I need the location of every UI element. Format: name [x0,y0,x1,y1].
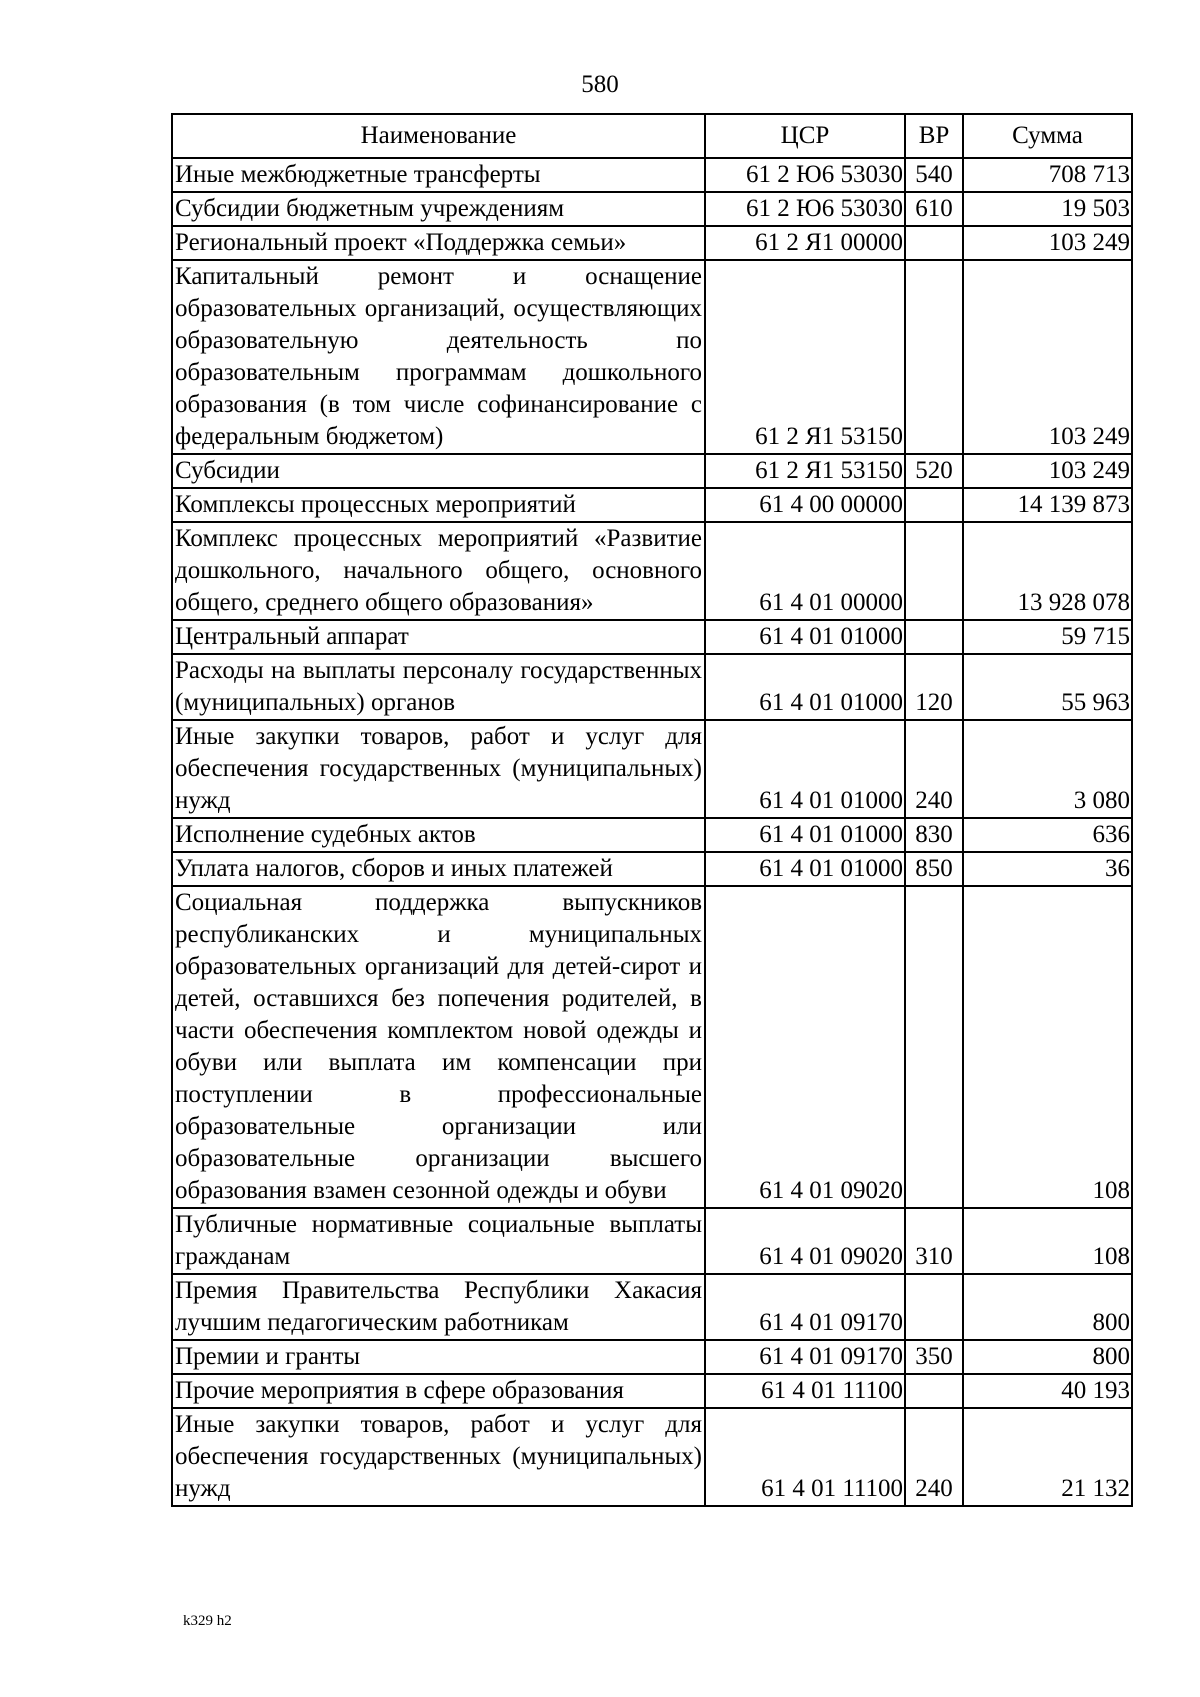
cell-sum: 14 139 873 [963,488,1132,522]
table-header-row [172,114,1132,158]
cell-sum: 800 [963,1274,1132,1340]
cell-name: Комплексы процессных мероприятий [172,488,705,522]
table-row [172,454,1132,488]
cell-csr: 61 4 01 01000 [705,818,905,852]
cell-vr: 610 [905,192,963,226]
cell-csr: 61 4 01 09170 [705,1274,905,1340]
cell-csr: 61 4 01 09170 [705,1340,905,1374]
cell-vr: 850 [905,852,963,886]
cell-name: Иные закупки товаров, работ и услуг для обеспечения государственных (муниципальных) нужд [172,720,705,818]
cell-name: Уплата налогов, сборов и иных платежей [172,852,705,886]
cell-vr: 350 [905,1340,963,1374]
cell-vr [905,226,963,260]
cell-sum: 19 503 [963,192,1132,226]
cell-sum: 21 132 [963,1408,1132,1506]
cell-csr: 61 4 01 11100 [705,1408,905,1506]
table-body [172,158,1132,1506]
table-row [172,654,1132,720]
cell-csr: 61 4 01 11100 [705,1374,905,1408]
document-code: k329 h2 [183,1613,232,1629]
header-name: Наименование [172,114,705,158]
cell-sum: 108 [963,886,1132,1208]
cell-csr: 61 4 01 01000 [705,620,905,654]
table-row [172,818,1132,852]
table-row [172,720,1132,818]
table-row [172,620,1132,654]
cell-vr: 240 [905,1408,963,1506]
table-row [172,158,1132,192]
cell-sum: 636 [963,818,1132,852]
cell-name: Социальная поддержка выпускников республиканских и муниципальных образовательных организаций для детей-сирот и детей, оставшихся без попечения родителей, в части обеспечения комплектом новой одежды и обуви или выплата им компенсации при поступлении в профессиональные образовательные организации или образовательные организации высшего образования взамен сезонной одежды и обуви [172,886,705,1208]
cell-vr [905,260,963,454]
cell-vr: 520 [905,454,963,488]
cell-sum: 800 [963,1340,1132,1374]
cell-vr [905,488,963,522]
cell-sum: 59 715 [963,620,1132,654]
cell-name: Иные межбюджетные трансферты [172,158,705,192]
cell-name: Исполнение судебных актов [172,818,705,852]
cell-vr: 830 [905,818,963,852]
cell-vr: 540 [905,158,963,192]
cell-csr: 61 2 Ю6 53030 [705,158,905,192]
cell-name: Центральный аппарат [172,620,705,654]
table-row [172,1208,1132,1274]
table-row [172,260,1132,454]
cell-sum: 708 713 [963,158,1132,192]
table-row [172,226,1132,260]
cell-sum: 103 249 [963,454,1132,488]
cell-csr: 61 2 Я1 53150 [705,454,905,488]
cell-sum: 3 080 [963,720,1132,818]
table-row [172,488,1132,522]
table-row [172,1374,1132,1408]
cell-name: Премия Правительства Республики Хакасия лучшим педагогическим работникам [172,1274,705,1340]
cell-sum: 55 963 [963,654,1132,720]
table-row [172,1408,1132,1506]
cell-csr: 61 4 00 00000 [705,488,905,522]
cell-name: Премии и гранты [172,1340,705,1374]
table-row [172,1340,1132,1374]
cell-name: Региональный проект «Поддержка семьи» [172,226,705,260]
cell-csr: 61 2 Ю6 53030 [705,192,905,226]
header-sum: Сумма [963,114,1132,158]
cell-name: Расходы на выплаты персоналу государственных (муниципальных) органов [172,654,705,720]
cell-name: Иные закупки товаров, работ и услуг для обеспечения государственных (муниципальных) нужд [172,1408,705,1506]
table-row [172,1274,1132,1340]
table-row [172,886,1132,1208]
cell-csr: 61 4 01 09020 [705,1208,905,1274]
cell-sum: 103 249 [963,226,1132,260]
page-number: 580 [581,71,619,98]
cell-csr: 61 4 01 01000 [705,852,905,886]
table-row [172,522,1132,620]
cell-vr: 310 [905,1208,963,1274]
cell-name: Комплекс процессных мероприятий «Развитие дошкольного, начального общего, основного общего, среднего общего образования» [172,522,705,620]
cell-name: Капитальный ремонт и оснащение образовательных организаций, осуществляющих образовательную деятельность по образовательным программам дошкольного образования (в том числе софинансирование с федеральным бюджетом) [172,260,705,454]
cell-sum: 103 249 [963,260,1132,454]
cell-vr [905,1374,963,1408]
cell-name: Публичные нормативные социальные выплаты гражданам [172,1208,705,1274]
cell-vr [905,522,963,620]
cell-vr: 120 [905,654,963,720]
cell-vr: 240 [905,720,963,818]
cell-name: Субсидии бюджетным учреждениям [172,192,705,226]
cell-name: Прочие мероприятия в сфере образования [172,1374,705,1408]
cell-csr: 61 4 01 01000 [705,654,905,720]
cell-vr [905,620,963,654]
cell-name: Субсидии [172,454,705,488]
cell-vr [905,886,963,1208]
cell-csr: 61 4 01 00000 [705,522,905,620]
cell-sum: 108 [963,1208,1132,1274]
header-vr: ВР [905,114,963,158]
cell-csr: 61 2 Я1 00000 [705,226,905,260]
table-row [172,852,1132,886]
table-row [172,192,1132,226]
cell-sum: 36 [963,852,1132,886]
header-csr: ЦСР [705,114,905,158]
cell-vr [905,1274,963,1340]
cell-csr: 61 4 01 01000 [705,720,905,818]
cell-csr: 61 4 01 09020 [705,886,905,1208]
budget-table [171,113,1133,1507]
cell-sum: 13 928 078 [963,522,1132,620]
cell-csr: 61 2 Я1 53150 [705,260,905,454]
cell-sum: 40 193 [963,1374,1132,1408]
